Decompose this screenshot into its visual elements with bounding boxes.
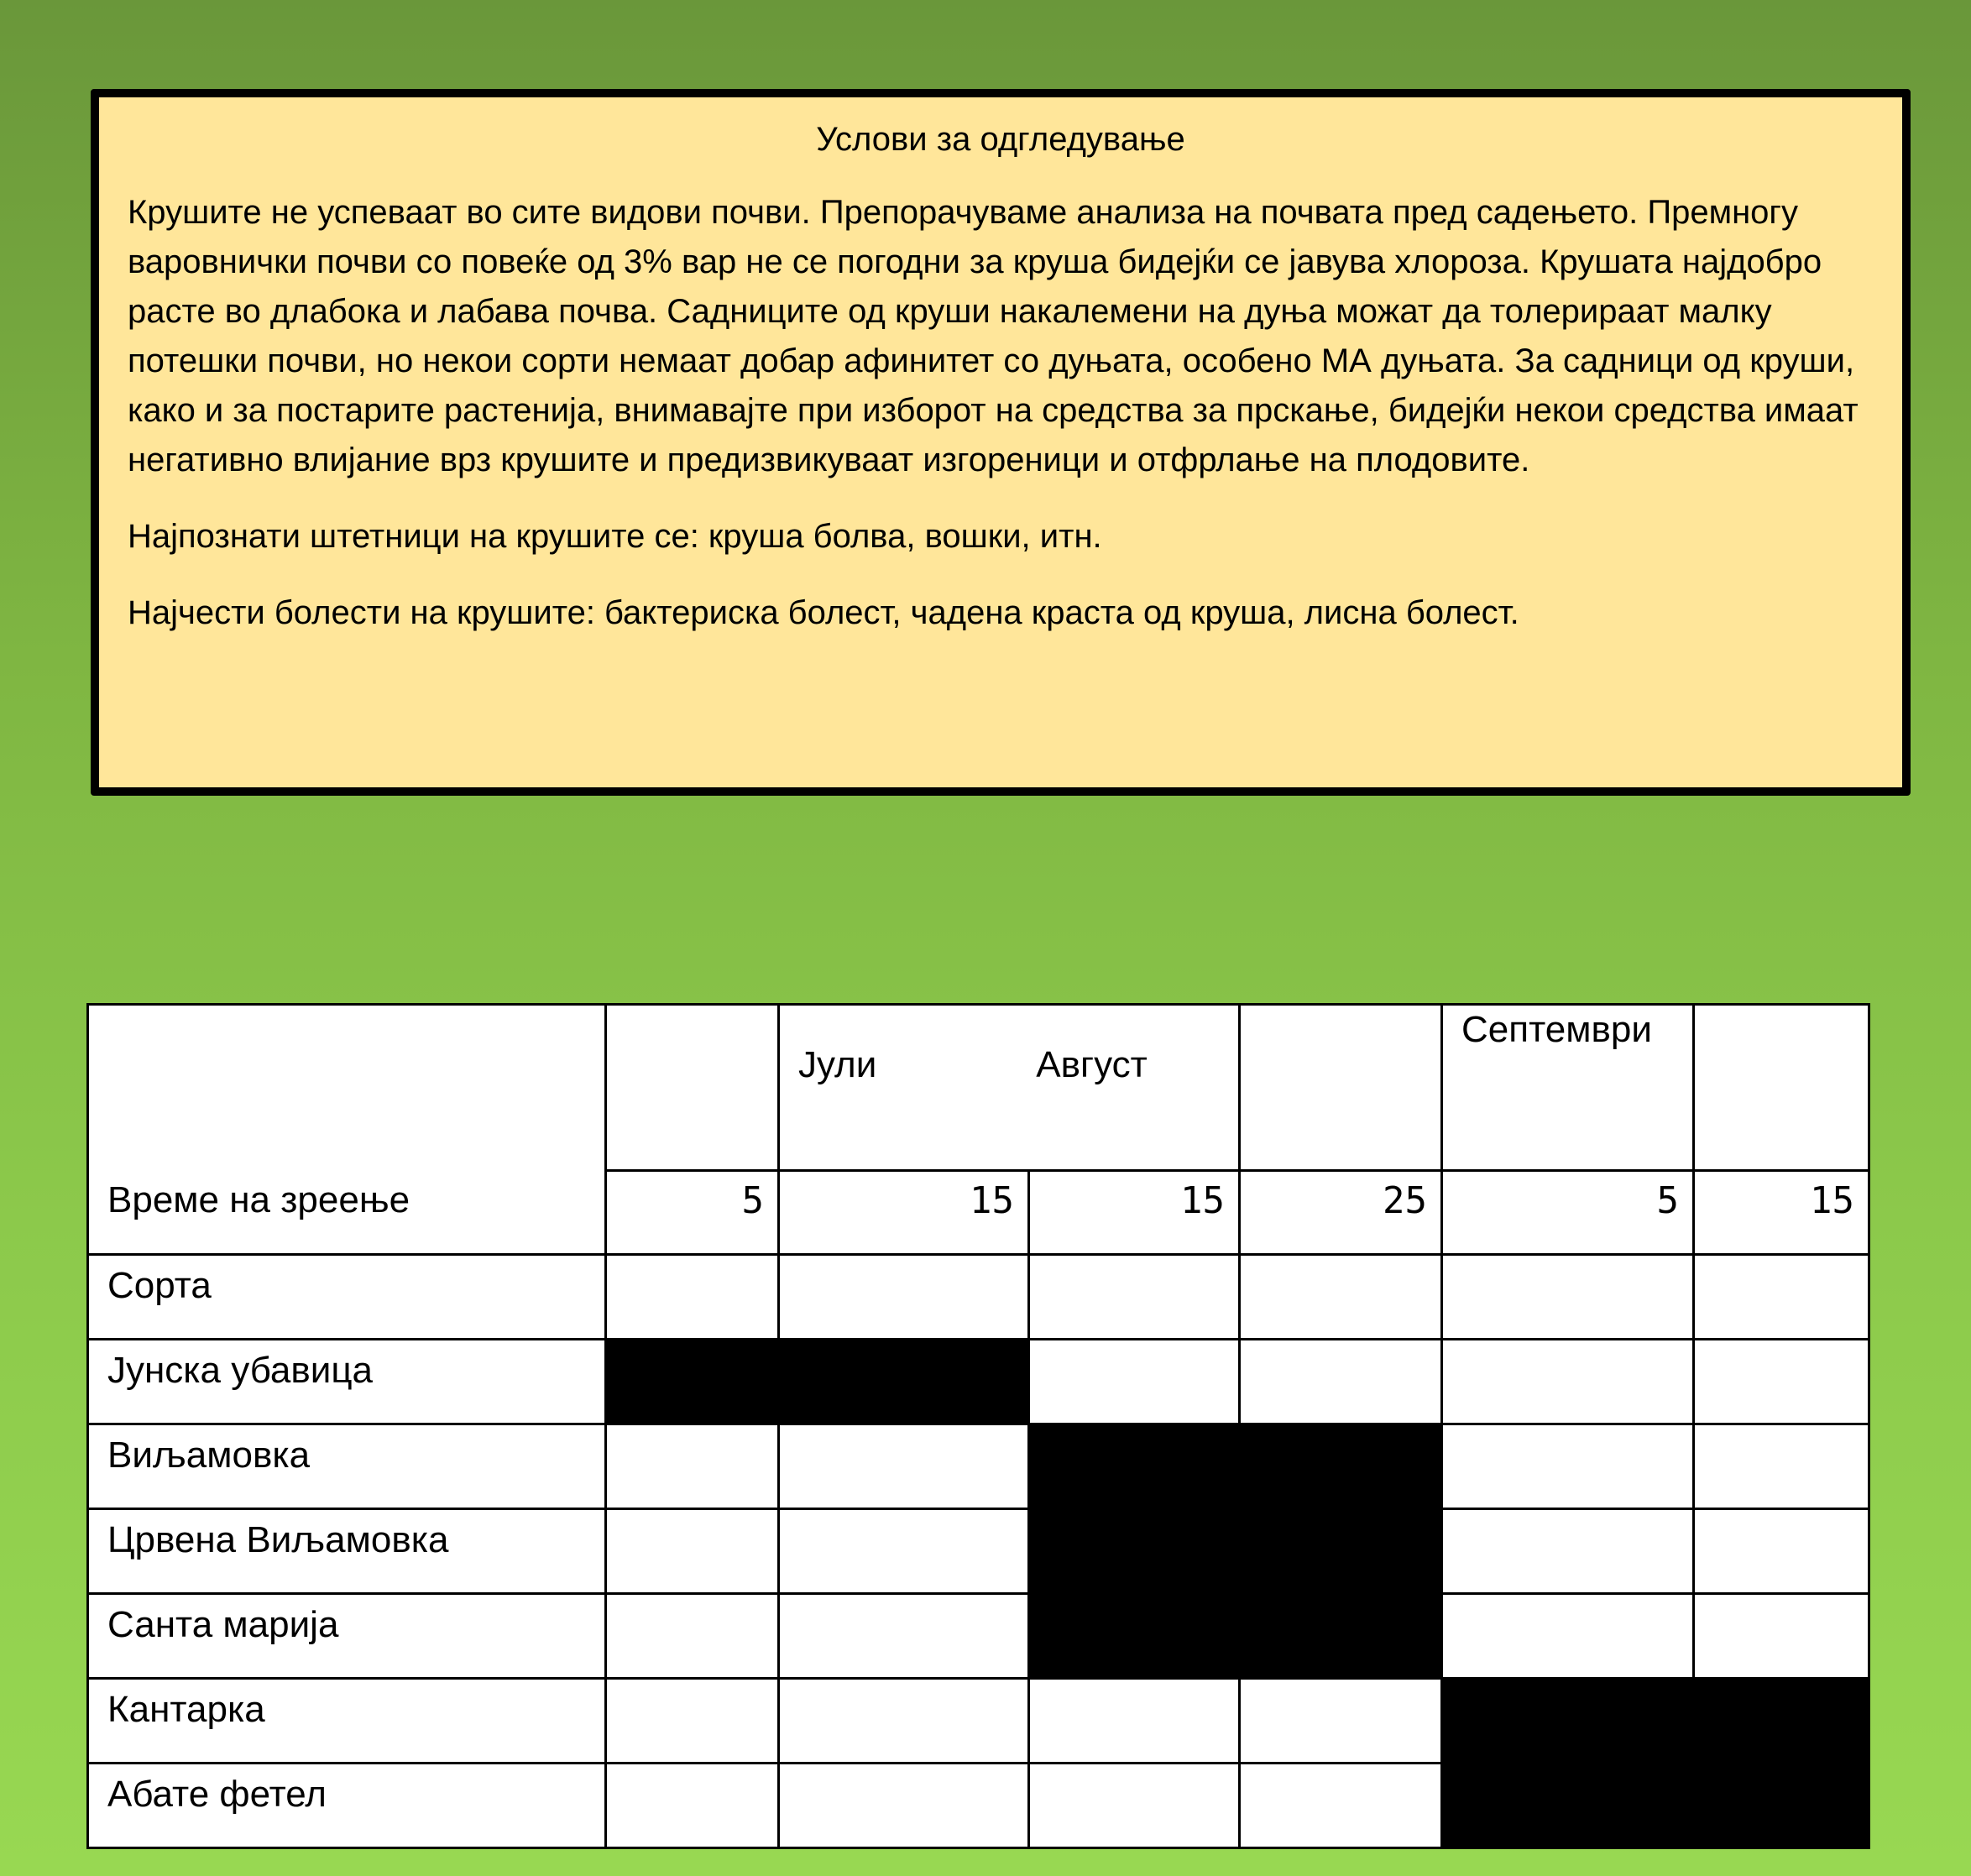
empty-header-cell bbox=[1240, 1005, 1442, 1171]
empty-cell bbox=[1694, 1509, 1869, 1594]
info-title: Услови за одгледување bbox=[816, 121, 1185, 158]
day-cell: 15 bbox=[1029, 1171, 1240, 1255]
ripening-mark bbox=[1240, 1424, 1442, 1509]
empty-cell bbox=[779, 1679, 1029, 1764]
ripening-mark bbox=[1442, 1679, 1694, 1764]
ripening-mark bbox=[1694, 1764, 1869, 1848]
variety-name: Црвена Виљамовка bbox=[88, 1509, 606, 1594]
empty-header-cell bbox=[1694, 1005, 1869, 1171]
empty-header-cell bbox=[606, 1005, 779, 1171]
empty-cell bbox=[1694, 1424, 1869, 1509]
variety-name: Виљамовка bbox=[88, 1424, 606, 1509]
empty-cell bbox=[1442, 1255, 1694, 1340]
growing-conditions-box bbox=[91, 89, 1911, 796]
empty-cell bbox=[1442, 1424, 1694, 1509]
empty-cell bbox=[779, 1424, 1029, 1509]
variety-row bbox=[88, 1679, 1869, 1764]
variety-header: Сорта bbox=[88, 1255, 606, 1340]
day-cell: 5 bbox=[1442, 1171, 1694, 1255]
ripening-mark bbox=[606, 1340, 779, 1424]
empty-cell bbox=[779, 1764, 1029, 1848]
empty-cell bbox=[779, 1255, 1029, 1340]
variety-row bbox=[88, 1594, 1869, 1679]
info-paragraph-diseases: Најчести болести на крушите: бактериска болест, чадена краста од круша, лисна болест. bbox=[128, 594, 1519, 631]
variety-row bbox=[88, 1340, 1869, 1424]
empty-cell bbox=[1240, 1255, 1442, 1340]
variety-name: Јунска убавица bbox=[88, 1340, 606, 1424]
ripening-time-table bbox=[86, 1003, 1870, 1849]
empty-cell bbox=[1442, 1340, 1694, 1424]
ripening-mark bbox=[1694, 1679, 1869, 1764]
variety-header-row bbox=[88, 1255, 1869, 1340]
empty-cell bbox=[606, 1679, 779, 1764]
ripening-mark bbox=[779, 1340, 1029, 1424]
empty-cell bbox=[1240, 1679, 1442, 1764]
empty-cell bbox=[606, 1764, 779, 1848]
empty-cell bbox=[1029, 1255, 1240, 1340]
ripening-time-label: Време на зреење bbox=[88, 1005, 606, 1255]
empty-cell bbox=[779, 1594, 1029, 1679]
empty-cell bbox=[1029, 1764, 1240, 1848]
variety-row bbox=[88, 1764, 1869, 1848]
month-september: Септември bbox=[1442, 1005, 1694, 1171]
variety-row bbox=[88, 1424, 1869, 1509]
variety-name: Абате фетел bbox=[88, 1764, 606, 1848]
day-cell: 15 bbox=[779, 1171, 1029, 1255]
empty-cell bbox=[606, 1255, 779, 1340]
ripening-mark bbox=[1240, 1509, 1442, 1594]
empty-cell bbox=[1240, 1340, 1442, 1424]
empty-cell bbox=[1694, 1255, 1869, 1340]
day-cell: 15 bbox=[1694, 1171, 1869, 1255]
july-august-cell bbox=[779, 1005, 1240, 1171]
ripening-mark bbox=[1029, 1509, 1240, 1594]
empty-cell bbox=[1240, 1764, 1442, 1848]
month-july: Јули bbox=[798, 1044, 877, 1085]
info-paragraph-pests: Најпознати штетници на крушите се: круша болва, вошки, итн. bbox=[128, 518, 1102, 555]
variety-name: Санта марија bbox=[88, 1594, 606, 1679]
month-header-row bbox=[88, 1005, 1869, 1171]
ripening-mark bbox=[1029, 1594, 1240, 1679]
variety-row bbox=[88, 1509, 1869, 1594]
empty-cell bbox=[1029, 1340, 1240, 1424]
empty-cell bbox=[1694, 1594, 1869, 1679]
variety-name: Кантарка bbox=[88, 1679, 606, 1764]
empty-cell bbox=[1442, 1509, 1694, 1594]
month-august: Август bbox=[1036, 1044, 1148, 1085]
ripening-mark bbox=[1029, 1424, 1240, 1509]
empty-cell bbox=[606, 1509, 779, 1594]
day-cell: 5 bbox=[606, 1171, 779, 1255]
empty-cell bbox=[779, 1509, 1029, 1594]
empty-cell bbox=[1442, 1594, 1694, 1679]
empty-cell bbox=[606, 1594, 779, 1679]
empty-cell bbox=[606, 1424, 779, 1509]
empty-cell bbox=[1029, 1679, 1240, 1764]
day-cell: 25 bbox=[1240, 1171, 1442, 1255]
ripening-mark bbox=[1240, 1594, 1442, 1679]
ripening-mark bbox=[1442, 1764, 1694, 1848]
info-paragraph-soil: Крушите не успеваат во сите видови почви. Препорачуваме анализа на почвата пред садењето. Премногу варовнички почви со повеќе од 3% вар не се погодни за круша бидејќи се јавува хлороза. Крушата најдобро расте во длабока и лабава почва. Садниците од круши накалемени на дуња можат да толерираат малку потешки почви, но некои сорти немаат добар афинитет со дуњата, особено МА дуњата. За садници од круши, како и за постарите растенија, внимавајте при изборот на средства за прскање, бидејќи некои средства имаат негативно влијание врз крушите и предизвикуваат изгореници и отфрлање на плодовите. bbox=[128, 194, 1859, 478]
empty-cell bbox=[1694, 1340, 1869, 1424]
